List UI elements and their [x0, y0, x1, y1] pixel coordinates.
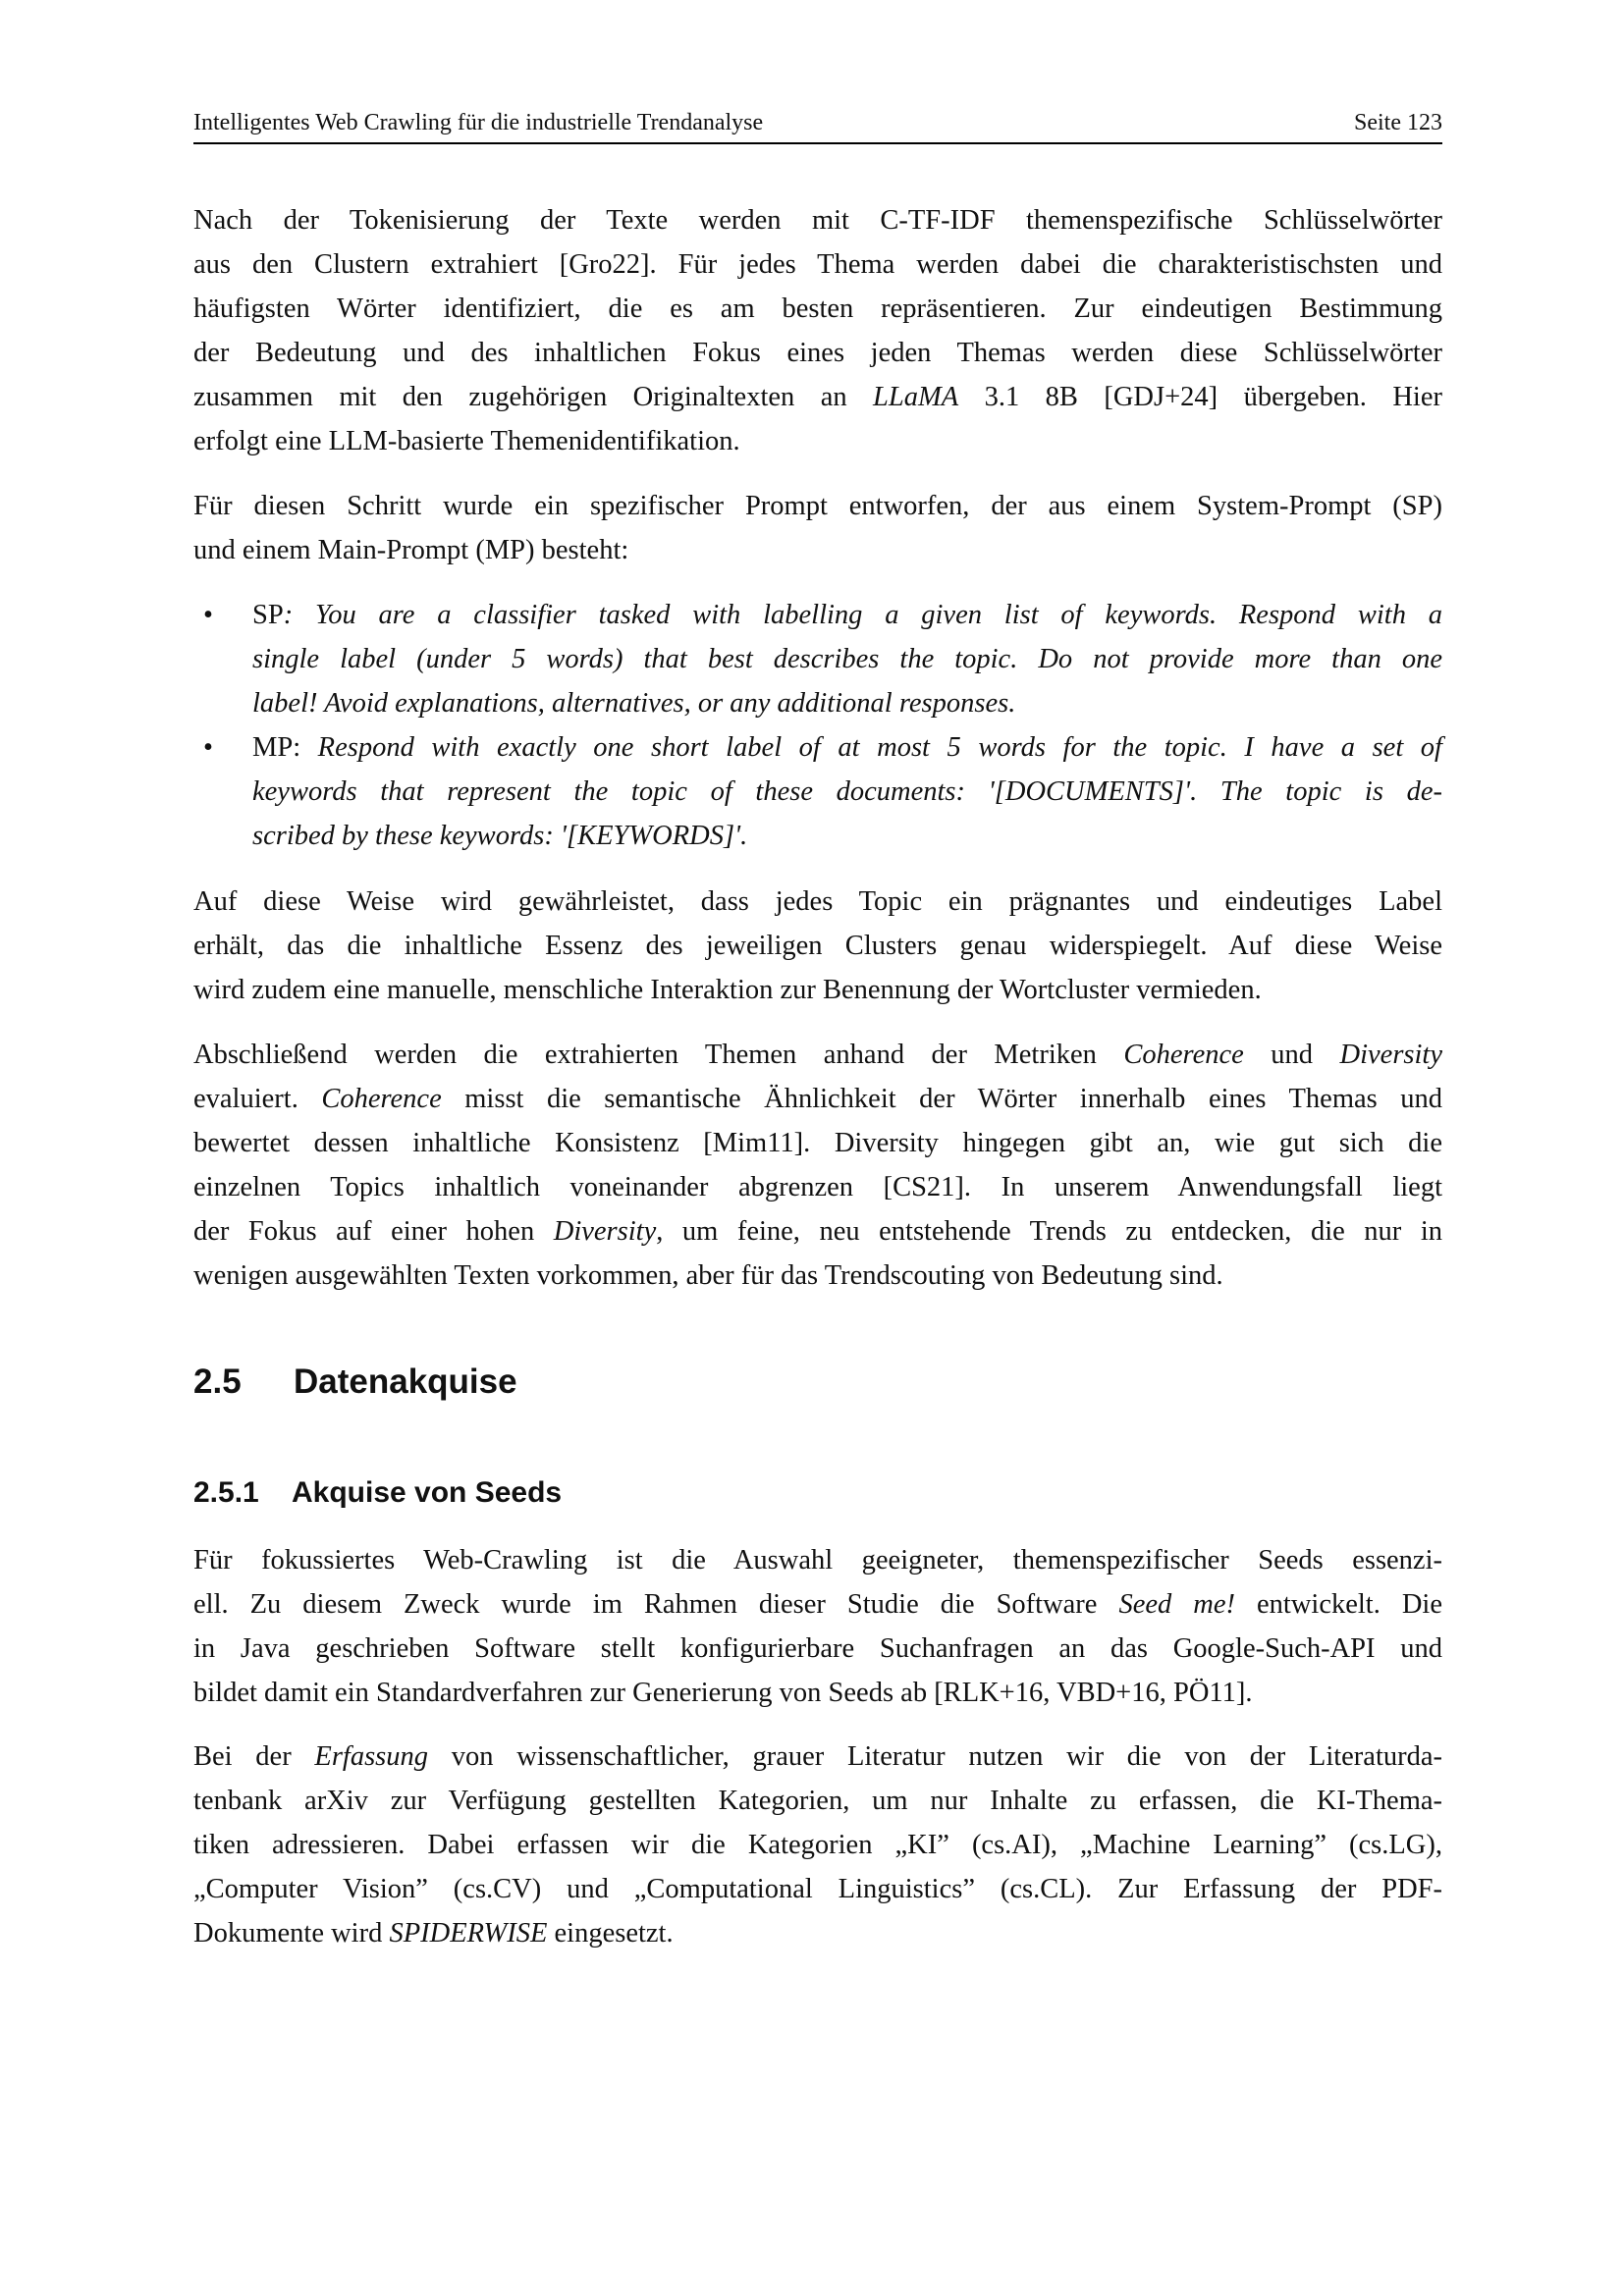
list-item-sp: [193, 593, 1442, 725]
text-segment: in Java geschrieben Software stellt konfigurierbare Suchanfragen an das Google-Such-API und: [193, 1633, 1442, 1664]
text-line: [252, 770, 1442, 814]
paragraph-label-result: [193, 880, 1442, 1012]
text-line: [193, 242, 1442, 287]
italic-text: LLaMA: [873, 382, 959, 412]
text-segment: 3.1 8B [GDJ+24] übergeben. Hier: [958, 382, 1442, 412]
text-segment: und einem Main-Prompt (MP) besteht:: [193, 535, 629, 565]
text-line: [193, 924, 1442, 968]
text-segment: erfolgt eine LLM-basierte Themenidentifikation.: [193, 426, 740, 456]
text-line: [193, 1911, 1442, 1955]
text-segment: zusammen mit den zugehörigen Originaltexten an: [193, 382, 874, 412]
text-line: [193, 375, 1442, 419]
text-segment: evaluiert.: [193, 1084, 322, 1114]
text-segment: bildet damit ein Standardverfahren zur Generierung von Seeds ab [RLK+16, VBD+16, PÖ11].: [193, 1678, 1253, 1708]
prompt-list: [193, 593, 1442, 858]
text-line: [193, 1582, 1442, 1627]
italic-text: Coherence: [1123, 1040, 1244, 1070]
text-line: [193, 1779, 1442, 1823]
text-segment: Dokumente wird: [193, 1918, 390, 1949]
bullet-icon: •: [203, 600, 213, 630]
paragraph-seed-me: [193, 1538, 1442, 1715]
text-line: [252, 814, 1442, 858]
text-segment: wenigen ausgewählten Texten vorkommen, aber für das Trendscouting von Bedeutung sind.: [193, 1260, 1223, 1291]
text-line: [252, 681, 1442, 725]
italic-text: Diversity: [1339, 1040, 1442, 1070]
text-segment: MP:: [252, 732, 318, 763]
text-line: [193, 484, 1442, 528]
paragraph-arxiv: [193, 1735, 1442, 1955]
text-line: [193, 1735, 1442, 1779]
text-segment: und: [1243, 1040, 1340, 1070]
text-segment: „Computer Vision” (cs.CV) und „Computational Linguistics” (cs.CL). Zur Erfassung der PDF-: [193, 1874, 1442, 1904]
list-item-mp: [193, 725, 1442, 858]
italic-text: scribed by these keywords: '[KEYWORDS]'.: [252, 821, 748, 851]
text-line: [193, 1538, 1442, 1582]
italic-text: SPIDERWISE: [389, 1918, 548, 1949]
text-segment: , um feine, neu entstehende Trends zu entdecken, die nur in: [656, 1216, 1442, 1247]
text-segment: Für diesen Schritt wurde ein spezifischer Prompt entworfen, der aus einem System-Prompt (SP): [193, 491, 1442, 521]
subsection-number: 2.5.1: [193, 1476, 259, 1509]
paragraph-evaluation: [193, 1033, 1442, 1298]
text-segment: SP: [252, 600, 284, 630]
text-line: [193, 528, 1442, 572]
text-segment: Abschließend werden die extrahierten Themen anhand der Metriken: [193, 1040, 1124, 1070]
text-segment: einzelnen Topics inhaltlich voneinander abgrenzen [CS21]. In unserem Anwendungsfall liegt: [193, 1172, 1442, 1202]
italic-text: Diversity: [553, 1216, 657, 1247]
text-line: [252, 593, 1442, 637]
text-line: [193, 1165, 1442, 1209]
page-number: Seite 123: [1354, 110, 1442, 135]
italic-text: Erfassung: [314, 1741, 429, 1772]
text-line: [193, 880, 1442, 924]
header-title: Intelligentes Web Crawling für die industrielle Trendanalyse: [193, 110, 764, 135]
text-line: [193, 1671, 1442, 1715]
bullet-icon: •: [203, 732, 213, 763]
italic-text: Seed me!: [1118, 1589, 1235, 1620]
header-rule: [193, 142, 1442, 144]
text-line: [193, 419, 1442, 463]
text-segment: von wissenschaftlicher, grauer Literatur nutzen wir die von der Literaturda-: [428, 1741, 1443, 1772]
text-line: [193, 1077, 1442, 1121]
text-segment: wird zudem eine manuelle, menschliche Interaktion zur Benennung der Wortcluster vermieden.: [193, 975, 1262, 1005]
italic-text: keywords that represent the topic of these documents: '[DOCUMENTS]'. The topic is de-: [252, 776, 1442, 807]
text-segment: der Fokus auf einer hohen: [193, 1216, 554, 1247]
subsection-title: Akquise von Seeds: [292, 1476, 563, 1509]
italic-text: label! Avoid explanations, alternatives, or any additional responses.: [252, 688, 1016, 719]
text-line: [193, 1209, 1442, 1254]
text-segment: aus den Clustern extrahiert [Gro22]. Für jedes Thema werden dabei die charakteristischsten und: [193, 249, 1442, 280]
text-segment: eingesetzt.: [547, 1918, 674, 1949]
paragraph-topic-extraction: [193, 198, 1442, 463]
text-line: [193, 1823, 1442, 1867]
paragraph-prompt-intro: [193, 484, 1442, 572]
text-line: [193, 287, 1442, 331]
italic-text: Coherence: [321, 1084, 442, 1114]
text-line: [193, 1033, 1442, 1077]
text-segment: häufigsten Wörter identifiziert, die es am besten repräsentieren. Zur eindeutigen Bestimmung: [193, 294, 1442, 324]
text-line: [193, 1867, 1442, 1911]
text-line: [193, 198, 1442, 242]
section-heading: [193, 1362, 517, 1402]
text-segment: Nach der Tokenisierung der Texte werden mit C-TF-IDF themenspezifische Schlüsselwörter: [193, 205, 1442, 236]
text-line: [193, 1254, 1442, 1298]
text-segment: Für fokussiertes Web-Crawling ist die Auswahl geeigneter, themenspezifischer Seeds essenzi-: [193, 1545, 1442, 1575]
italic-text: single label (under 5 words) that best describes the topic. Do not provide more than one: [252, 644, 1442, 674]
running-header: [193, 110, 1442, 136]
text-segment: tenbank arXiv zur Verfügung gestellten Kategorien, um nur Inhalte zu erfassen, die KI-Thema-: [193, 1786, 1442, 1816]
text-line: [252, 637, 1442, 681]
text-segment: entwickelt. Die: [1235, 1589, 1442, 1620]
section-number: 2.5: [193, 1362, 242, 1401]
text-line: [193, 331, 1442, 375]
subsection-heading: [193, 1476, 562, 1510]
text-segment: Bei der: [193, 1741, 315, 1772]
text-line: [193, 1627, 1442, 1671]
text-line: [193, 1121, 1442, 1165]
text-segment: Auf diese Weise wird gewährleistet, dass jedes Topic ein prägnantes und eindeutiges Label: [193, 886, 1442, 917]
text-segment: ell. Zu diesem Zweck wurde im Rahmen dieser Studie die Software: [193, 1589, 1119, 1620]
italic-text: Respond with exactly one short label of at most 5 words for the topic. I have a set of: [317, 732, 1442, 763]
section-title: Datenakquise: [294, 1362, 517, 1401]
text-segment: tiken adressieren. Dabei erfassen wir die Kategorien „KI” (cs.AI), „Machine Learning” (cs.LG),: [193, 1830, 1442, 1860]
text-segment: erhält, das die inhaltliche Essenz des jeweiligen Clusters genau widerspiegelt. Auf diese Weise: [193, 931, 1442, 961]
text-segment: der Bedeutung und des inhaltlichen Fokus eines jeden Themas werden diese Schlüsselwörter: [193, 338, 1442, 368]
italic-text: : You are a classifier tasked with labelling a given list of keywords. Respond with a: [283, 600, 1442, 630]
text-segment: misst die semantische Ähnlichkeit der Wörter innerhalb eines Themas und: [441, 1084, 1442, 1114]
text-line: [193, 968, 1442, 1012]
text-segment: bewertet dessen inhaltliche Konsistenz [Mim11]. Diversity hingegen gibt an, wie gut sich die: [193, 1128, 1442, 1158]
text-line: [252, 725, 1442, 770]
